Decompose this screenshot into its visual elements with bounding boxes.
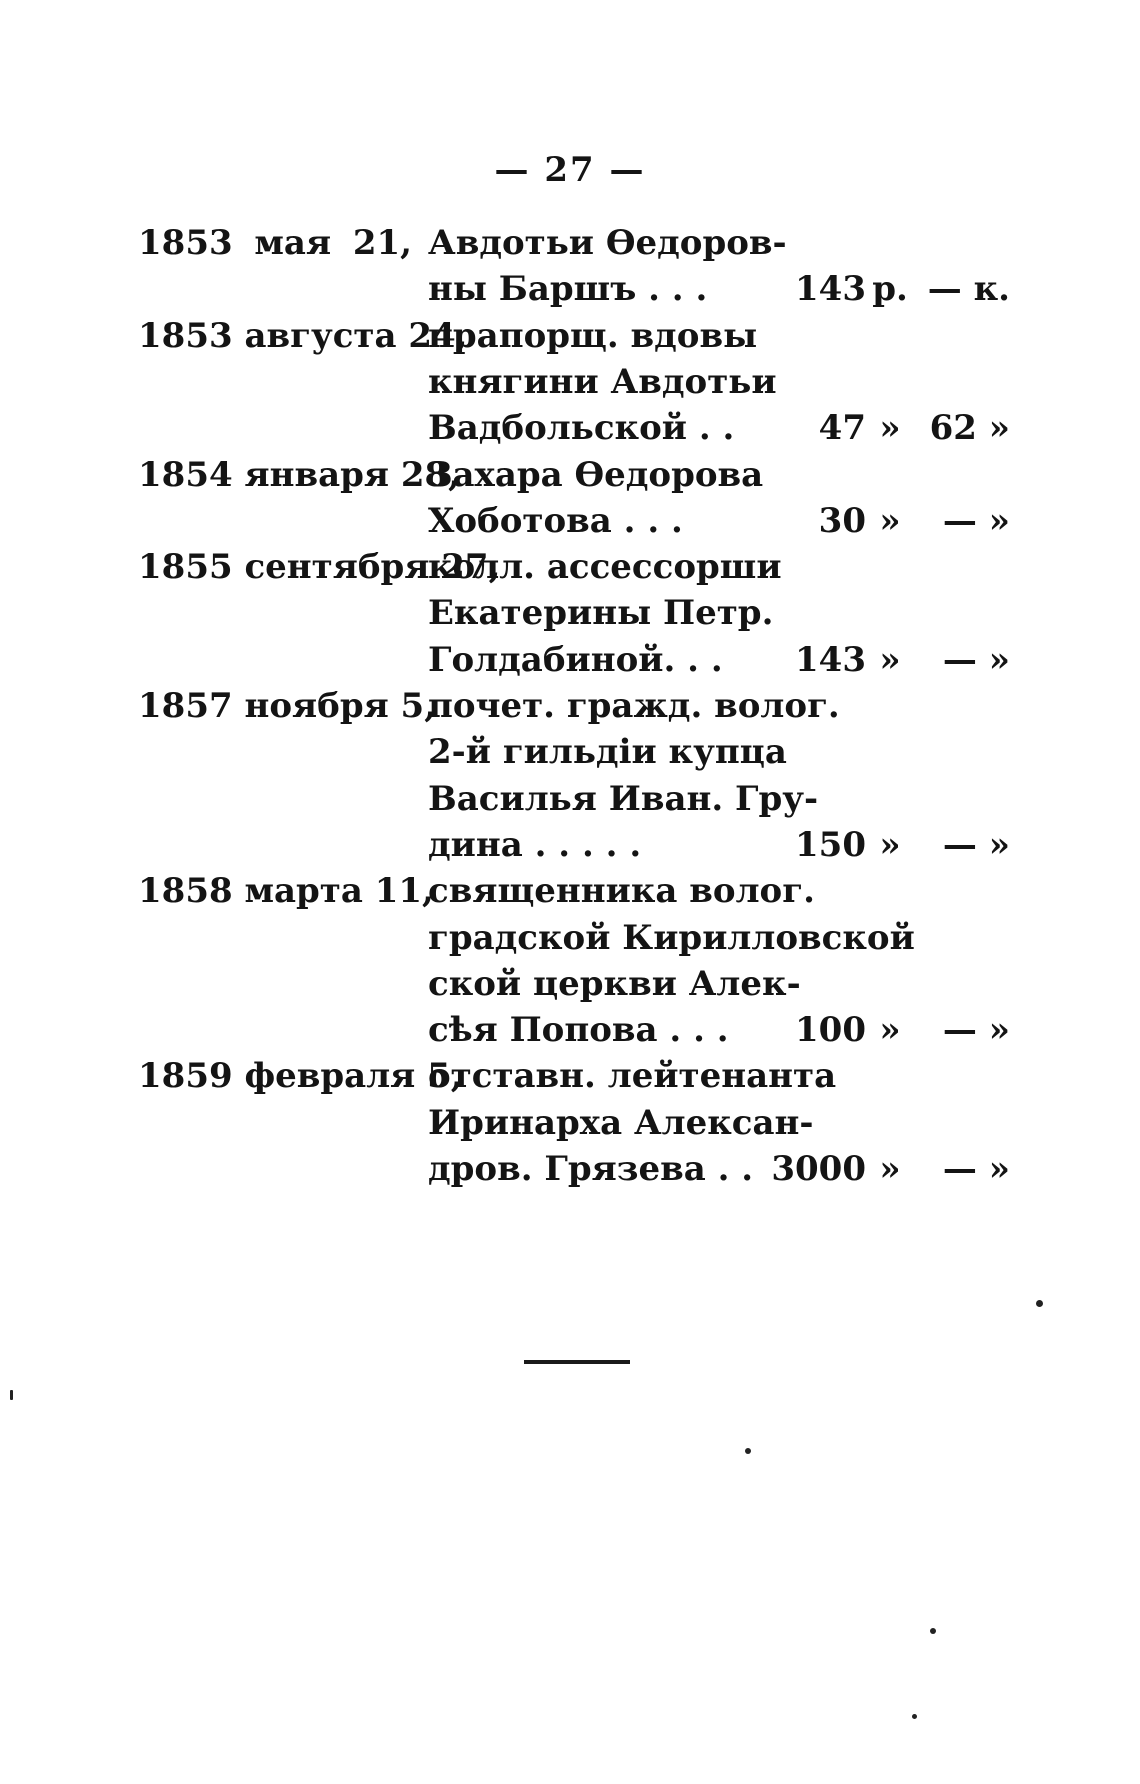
entry-description-line: Иринарха Алексан- (428, 1102, 814, 1143)
ledger-line (0, 359, 1140, 405)
entry-rubles-mark: » (879, 1010, 901, 1051)
entry-date: 1855 сентября 27, (138, 547, 501, 588)
entry-kopecks: — » (942, 824, 1010, 865)
entry-date: 1858 марта 11, (138, 871, 434, 912)
ledger-line (0, 961, 1140, 1007)
ledger-line (0, 1053, 1140, 1099)
entry-description-line: Авдотьи Өедоров- (428, 223, 787, 263)
ledger-line (0, 405, 1140, 451)
ledger-line (0, 590, 1140, 636)
entry-date: 1853 мая 21, (138, 223, 412, 263)
entry-description-line: ны Баршъ . . . (428, 269, 708, 310)
ink-speck (912, 1714, 917, 1719)
entry-description-line: 2-й гильдіи купца (428, 732, 787, 773)
entry-description-line: почет. гражд. волог. (428, 686, 840, 726)
ledger-line (0, 637, 1140, 683)
ledger-line (0, 220, 1140, 266)
entry-description-line: княгини Авдотьи (428, 361, 777, 402)
ledger-line (0, 1100, 1140, 1146)
entry-kopecks: — » (942, 1010, 1010, 1051)
entry-kopecks: 62 » (929, 408, 1010, 449)
ink-speck (10, 1390, 13, 1400)
ledger-line (0, 776, 1140, 822)
entry-description-line: дров. Грязева . . (428, 1149, 754, 1189)
closing-rule (524, 1360, 630, 1364)
entry-amount: 143 (795, 269, 866, 310)
page-number: — 27 — (494, 150, 646, 190)
entry-description-line: сѣя Попова . . . (428, 1010, 729, 1051)
entry-rubles-mark: » (879, 408, 901, 449)
entry-description-line: Екатерины Петр. (428, 593, 774, 634)
entry-amount: 100 (795, 1010, 866, 1051)
entry-description-line: прапорщ. вдовы (428, 315, 758, 356)
ledger-line (0, 822, 1140, 868)
ledger-line (0, 498, 1140, 544)
entry-description-line: колл. ассессорши (428, 547, 782, 588)
entry-rubles-mark: » (879, 500, 901, 541)
entry-kopecks: — к. (927, 269, 1010, 310)
entry-description-line: дина . . . . . (428, 824, 642, 865)
ledger-line (0, 313, 1140, 359)
entry-amount: 30 (818, 500, 866, 541)
entry-description-line: Голдабиной. . . (428, 639, 723, 680)
ledger-line (0, 729, 1140, 775)
entry-description-line: Захара Өедорова (428, 454, 764, 495)
entry-date: 1854 января 28, (138, 454, 461, 495)
entry-amount: 150 (795, 824, 866, 865)
entry-description-line: Хоботова . . . (428, 500, 683, 541)
entry-rubles-mark: » (879, 639, 901, 680)
ledger-line (0, 452, 1140, 498)
entry-description-line: отставн. лейтенанта (428, 1056, 837, 1097)
entry-rubles-mark: р. (872, 269, 908, 310)
entry-description-line: священника волог. (428, 871, 815, 912)
ledger-line (0, 266, 1140, 312)
entry-date: 1857 ноября 5, (138, 686, 437, 726)
entry-description-line: Вадбольской . . (428, 408, 735, 449)
entry-date: 1853 августа 24, (138, 315, 468, 356)
entry-amount: 3000 (771, 1149, 866, 1189)
ledger-line (0, 915, 1140, 961)
ink-speck (745, 1448, 751, 1454)
entry-description-line: Василья Иван. Гру- (428, 778, 819, 819)
ledger-line (0, 544, 1140, 590)
entry-description-line: ской церкви Алек- (428, 963, 801, 1004)
ledger-line (0, 1007, 1140, 1053)
entry-kopecks: — » (942, 500, 1010, 541)
entry-amount: 47 (818, 408, 866, 449)
ledger-line (0, 868, 1140, 914)
entry-kopecks: — » (942, 639, 1010, 680)
entry-amount: 143 (795, 639, 866, 680)
ledger-line (0, 683, 1140, 729)
entry-rubles-mark: » (879, 1149, 901, 1189)
ink-speck (930, 1628, 936, 1634)
entry-rubles-mark: » (879, 824, 901, 865)
entry-kopecks: — » (942, 1149, 1010, 1189)
entry-date: 1859 февраля 5, (138, 1056, 463, 1097)
ledger-line (0, 1146, 1140, 1192)
ink-speck (1036, 1300, 1043, 1307)
entry-description-line: градской Кирилловской (428, 917, 915, 958)
